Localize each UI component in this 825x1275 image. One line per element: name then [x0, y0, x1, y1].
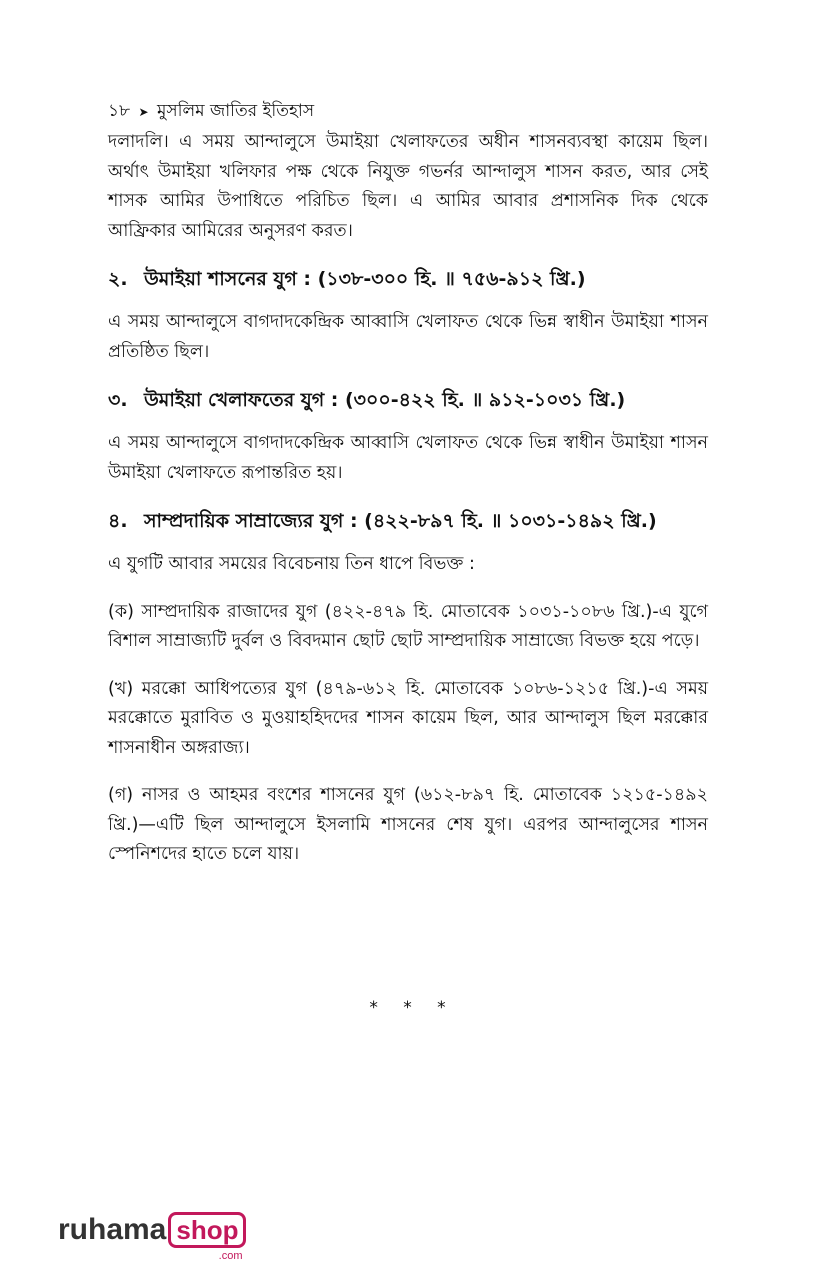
- running-header: [108, 98, 314, 126]
- sub-item-ga: (গ) নাসর ও আহমর বংশের শাসনের যুগ (৬১২-৮৯৭ হি. মোতাবেক ১২১৫-১৪৯২ খ্রি.)—এটি ছিল আন্দালুসে ইসলামি শাসনের শেষ যুগ। এরপর আন্দালুসের শাসন স্পেনিশদের হাতে চলে যায়।: [108, 785, 708, 864]
- section-title: সাম্প্রদায়িক সাম্রাজ্যের যুগ : (৪২২-৮৯৭ হি. ॥ ১০৩১-১৪৯২ খ্রি.): [144, 510, 657, 532]
- sub-item-ka: (ক) সাম্প্রদায়িক রাজাদের যুগ (৪২২-৪৭৯ হি. মোতাবেক ১০৩১-১০৮৬ খ্রি.)-এ যুগে বিশাল সাম্রাজ্যটি দুর্বল ও বিবদমান ছোট ছোট সাম্প্রদায়িক সাম্রাজ্যে বিভক্ত হয়ে পড়ে।: [108, 601, 708, 651]
- section-text-4: এ যুগটি আবার সময়ের বিবেচনায় তিন ধাপে বিভক্ত :: [108, 554, 475, 574]
- section-heading-2: [108, 264, 708, 294]
- intro-paragraph: দলাদলি। এ সময় আন্দালুসে উমাইয়া খেলাফতের অধীন শাসনব্যবস্থা কায়েম ছিল। অর্থাৎ উমাইয়া খলিফার পক্ষ থেকে নিযুক্ত গভর্নর আন্দালুস শাসন করত, আর সেই শাসক আমির উপাধিতে পরিচিত ছিল। এ আমির আবার প্রশাসনিক দিক থেকে আফ্রিকার আমিরের অনুসরণ করত।: [108, 132, 708, 241]
- book-title: মুসলিম জাতির ইতিহাস: [156, 101, 315, 121]
- logo-text-right: shop: [168, 1212, 246, 1248]
- page-number: ১৮: [108, 101, 131, 121]
- section-number: ২.: [108, 268, 128, 290]
- section-heading-4: [108, 506, 708, 536]
- logo-domain: .com: [218, 1250, 243, 1262]
- logo-text-left: ruhama: [58, 1213, 167, 1246]
- sub-item-kha: (খ) মরক্কো আধিপত্যের যুগ (৪৭৯-৬১২ হি. মোতাবেক ১০৮৬-১২১৫ খ্রি.)-এ সময় মরক্কোতে মুরাবিত ও মুওয়াহহিদদের শাসন কায়েম ছিল, আর আন্দালুস ছিল মরক্কোর শাসনাধীন অঙ্গরাজ্য।: [108, 678, 708, 758]
- section-separator: * * *: [369, 998, 456, 1018]
- ruhamashop-logo: [58, 1212, 246, 1262]
- section-text-3: এ সময় আন্দালুসে বাগদাদকেন্দ্রিক আব্বাসি খেলাফত থেকে ভিন্ন স্বাধীন উমাইয়া শাসন উমাইয়া খেলাফতে রূপান্তরিত হয়।: [108, 433, 708, 483]
- arrow-icon: ➤: [138, 105, 149, 119]
- page-body: [108, 128, 708, 870]
- section-number: ৩.: [108, 389, 128, 411]
- section-heading-3: [108, 385, 708, 415]
- section-title: উমাইয়া খেলাফতের যুগ : (৩০০-৪২২ হি. ॥ ৯১২-১০৩১ খ্রি.): [144, 389, 626, 411]
- section-title: উমাইয়া শাসনের যুগ : (১৩৮-৩০০ হি. ॥ ৭৫৬-৯১২ খ্রি.): [144, 268, 586, 290]
- section-number: ৪.: [108, 510, 128, 532]
- section-text-2: এ সময় আন্দালুসে বাগদাদকেন্দ্রিক আব্বাসি খেলাফত থেকে ভিন্ন স্বাধীন উমাইয়া শাসন প্রতিষ্ঠিত ছিল।: [108, 312, 708, 362]
